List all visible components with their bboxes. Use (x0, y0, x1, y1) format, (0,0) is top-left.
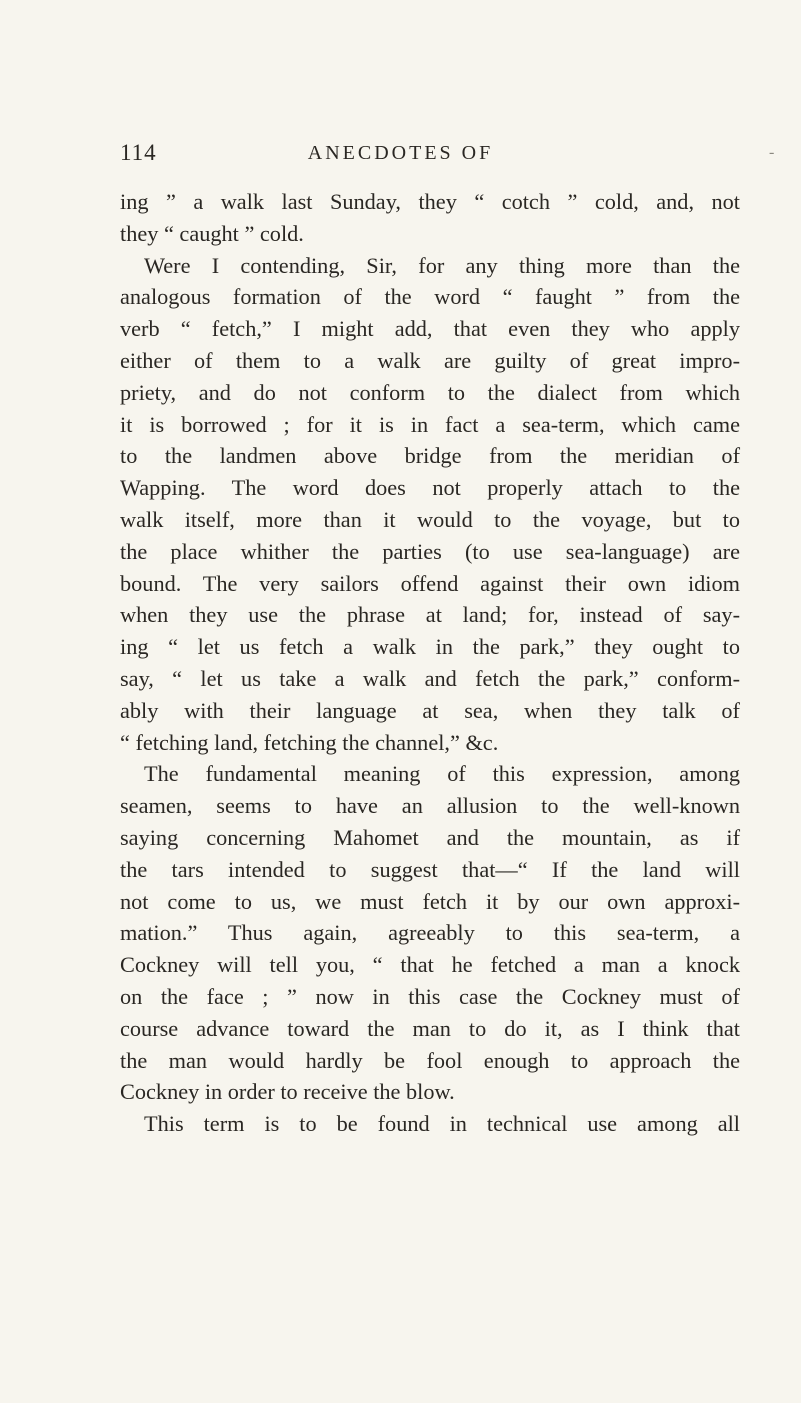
text-line: Wapping. The word does not properly attach to the (120, 475, 740, 501)
text-line: ably with their language at sea, when they talk of (120, 697, 740, 723)
running-head: ANECDOTES OF (307, 142, 494, 164)
text-line: Were I contending, Sir, for any thing more than the (144, 252, 740, 278)
text-line: saying concerning Mahomet and the mountain, as if (120, 824, 740, 850)
text-line: on the face ; ” now in this case the Cockney must of (120, 983, 740, 1009)
text-line: walk itself, more than it would to the voyage, but to (120, 506, 740, 532)
corner-mark: - (769, 144, 775, 161)
text-line: course advance toward the man to do it, as I think that (120, 1015, 740, 1041)
text-line: The fundamental meaning of this expression, among (144, 761, 740, 787)
text-line: analogous formation of the word “ faught ” from the (120, 284, 740, 310)
text-line: “ fetching land, fetching the channel,” &c. (120, 729, 499, 755)
text-line: priety, and do not conform to the dialect from which (120, 379, 740, 405)
text-line: the man would hardly be fool enough to approach the (120, 1047, 740, 1073)
text-line: Cockney will tell you, “ that he fetched a man a knock (120, 952, 740, 978)
text-line: mation.” Thus again, agreeably to this sea-term, a (120, 920, 740, 946)
body-text (120, 186, 740, 1140)
text-line: not come to us, we must fetch it by our own approxi- (120, 888, 740, 914)
page-number: 114 (120, 140, 157, 165)
text-line: the tars intended to suggest that—“ If the land will (120, 856, 740, 882)
text-line: verb “ fetch,” I might add, that even they who apply (120, 316, 740, 342)
text-line: seamen, seems to have an allusion to the well-known (120, 793, 740, 819)
text-line: the place whither the parties (to use sea-language) are (120, 538, 740, 564)
text-line: ing ” a walk last Sunday, they “ cotch ” cold, and, not (120, 189, 740, 214)
text-line: when they use the phrase at land; for, instead of say- (120, 602, 740, 628)
text-line: This term is to be found in technical use among all (144, 1111, 740, 1137)
text-line: either of them to a walk are guilty of great impro- (120, 347, 740, 373)
page-header (0, 140, 801, 170)
text-line: ing “ let us fetch a walk in the park,” they ought to (120, 634, 740, 660)
text-line: Cockney in order to receive the blow. (120, 1079, 455, 1105)
text-line: it is borrowed ; for it is in fact a sea-term, which came (120, 411, 740, 437)
text-line: bound. The very sailors offend against their own idiom (120, 570, 740, 596)
text-line: they “ caught ” cold. (120, 220, 304, 246)
text-line: say, “ let us take a walk and fetch the park,” conform- (120, 665, 740, 691)
text-line: to the landmen above bridge from the meridian of (120, 443, 740, 469)
